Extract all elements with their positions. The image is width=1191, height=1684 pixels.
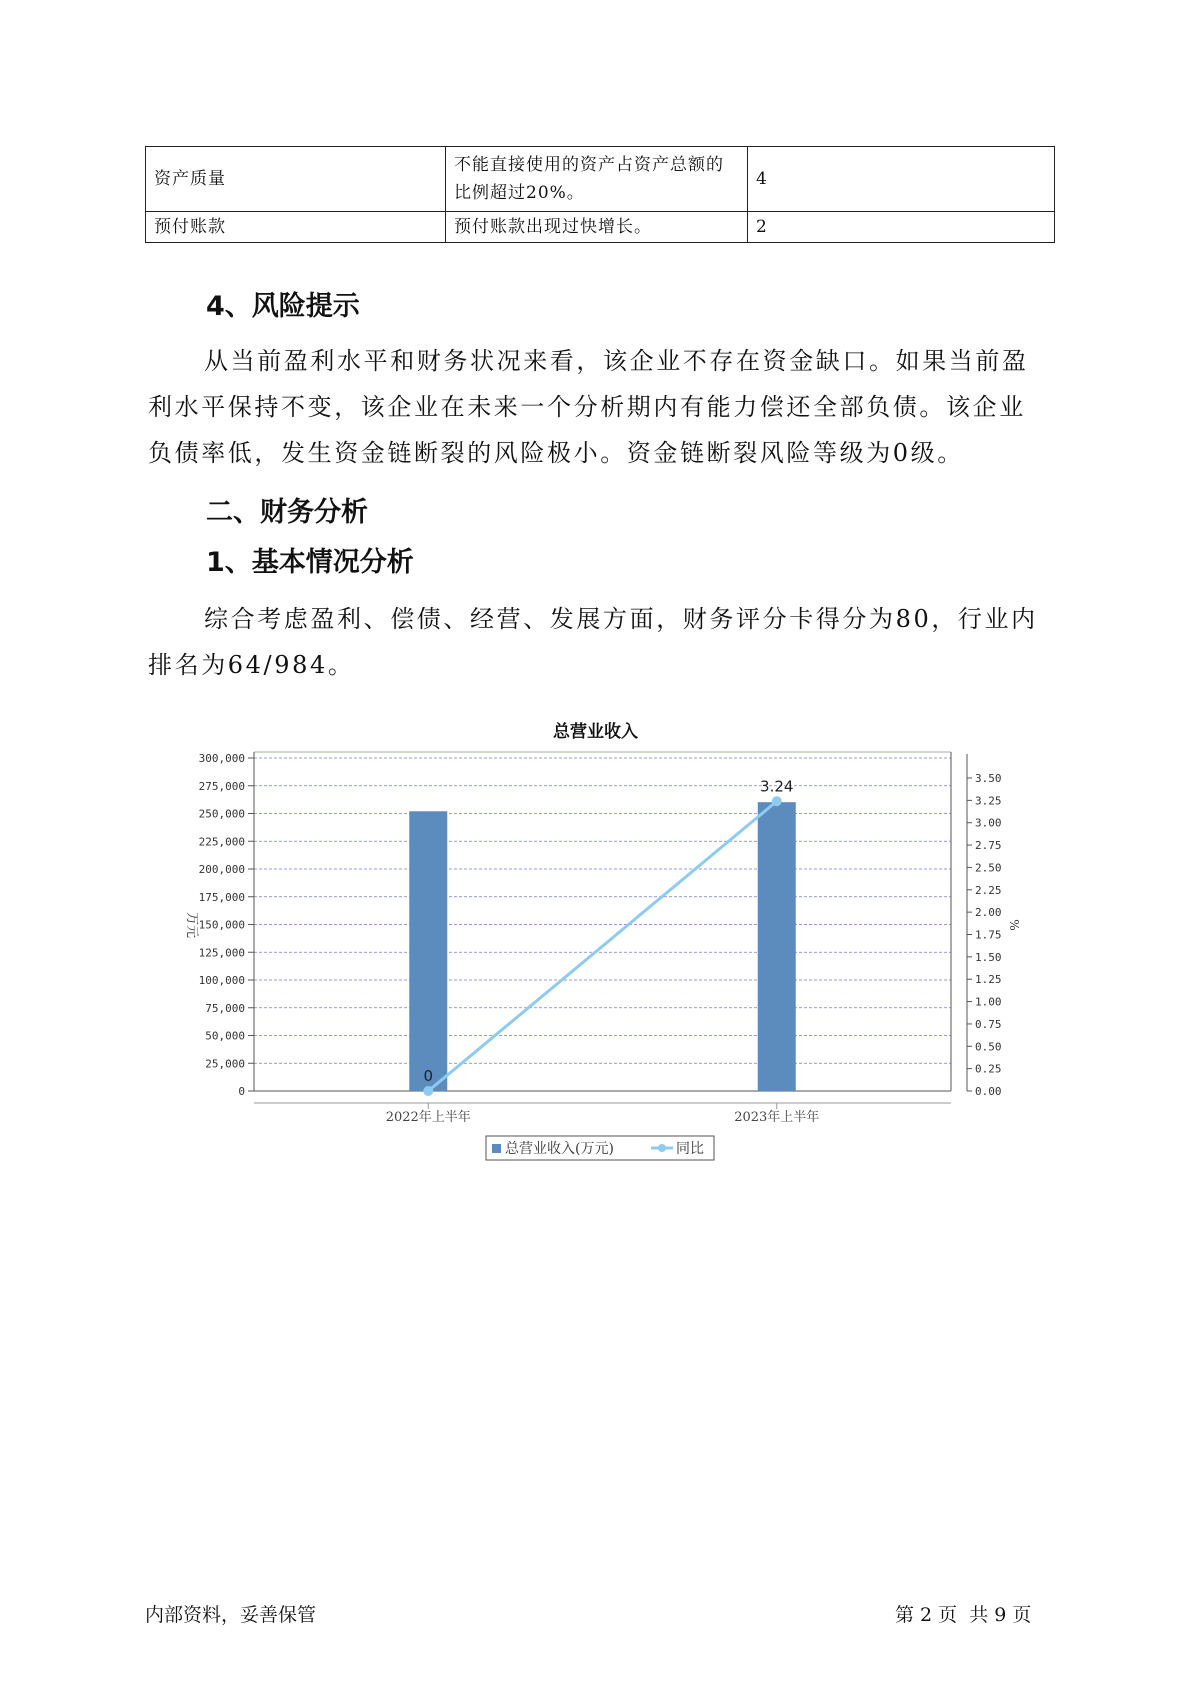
y2-tick-label: 1.50	[975, 950, 1002, 964]
y-tick-label: 0	[238, 1085, 245, 1098]
y2-tick-label: 2.50	[975, 861, 1002, 875]
table-row	[146, 147, 1055, 212]
y-tick-label: 150,000	[198, 918, 245, 932]
yoy-point-1	[423, 1086, 433, 1096]
y2-axis-label: %	[1007, 919, 1021, 931]
y-tick-label: 75,000	[205, 1001, 245, 1015]
risk-paragraph: 从当前盈利水平和财务状况来看，该企业不存在资金缺口。如果当前盈利水平保持不变，该企业在未来一个分析期内有能力偿还全部负债。该企业负债率低，发生资金链断裂的风险极小。资金链断裂风险等级为0级。	[148, 347, 1029, 467]
bar-1	[409, 811, 447, 1091]
y-tick-label: 175,000	[198, 890, 245, 904]
y-tick-label: 50,000	[205, 1029, 245, 1043]
yoy-point-2	[772, 796, 782, 806]
table-cell-item: 资产质量	[146, 147, 446, 212]
y2-tick-label: 3.50	[975, 772, 1002, 785]
legend-line-label: 同比	[676, 1141, 704, 1157]
basic-analysis-paragraph: 综合考虑盈利、偿债、经营、发展方面，财务评分卡得分为80，行业内排名为64/984。	[148, 605, 1038, 679]
legend-bar-label: 总营业收入(万元)	[505, 1141, 614, 1157]
y2-tick-label: 0.50	[975, 1040, 1002, 1054]
table-cell-desc: 预付账款出现过快增长。	[446, 212, 748, 243]
basic-analysis-heading: 1、基本情况分析	[206, 547, 414, 578]
table-cell-score: 2	[748, 212, 1055, 243]
y2-tick-label: 0.00	[975, 1085, 1002, 1098]
y-tick-label: 125,000	[198, 946, 245, 960]
legend-line-marker	[658, 1144, 666, 1152]
table-cell-score: 4	[748, 147, 1055, 212]
x-tick-label: 2023年上半年	[734, 1110, 820, 1125]
y2-tick-label: 0.75	[975, 1017, 1002, 1031]
y2-tick-label: 1.00	[975, 995, 1002, 1009]
yoy-line	[428, 801, 777, 1091]
y-tick-label: 300,000	[198, 752, 245, 765]
y2-tick-label: 2.75	[975, 839, 1002, 853]
y-tick-label: 250,000	[198, 807, 245, 821]
finance-heading: 二、财务分析	[206, 497, 368, 528]
y-tick-label: 275,000	[198, 779, 245, 793]
risk-table	[145, 146, 1055, 243]
y-tick-label: 25,000	[205, 1057, 245, 1071]
yoy-data-label: 0	[423, 1067, 434, 1085]
y-tick-label: 200,000	[198, 863, 245, 876]
y-tick-label: 225,000	[198, 835, 245, 849]
table-row	[146, 212, 1055, 243]
footer-page-number: 第 2 页 共 9 页	[895, 1604, 1032, 1626]
y-axis-label: 万元	[184, 911, 199, 939]
risk-heading: 4、风险提示	[206, 291, 360, 322]
legend-bar-swatch	[492, 1144, 501, 1153]
chart-title: 总营业收入	[553, 722, 638, 742]
table-cell-item: 预付账款	[146, 212, 446, 243]
bar-2	[758, 802, 796, 1091]
y2-tick-label: 0.25	[975, 1062, 1002, 1076]
y2-tick-label: 1.75	[975, 928, 1002, 942]
table-cell-desc: 不能直接使用的资产占资产总额的比例超过20%。	[446, 147, 748, 212]
y2-tick-label: 3.25	[975, 794, 1002, 808]
footer-left: 内部资料，妥善保管	[145, 1604, 317, 1626]
x-tick-label: 2022年上半年	[385, 1110, 471, 1125]
yoy-data-label: 3.24	[760, 777, 794, 796]
y2-tick-label: 3.00	[975, 816, 1002, 830]
y2-tick-label: 1.25	[975, 973, 1002, 987]
y2-tick-label: 2.25	[975, 883, 1002, 897]
revenue-chart	[0, 740, 1191, 1180]
y-tick-label: 100,000	[198, 974, 245, 987]
y2-tick-label: 2.00	[975, 906, 1002, 920]
